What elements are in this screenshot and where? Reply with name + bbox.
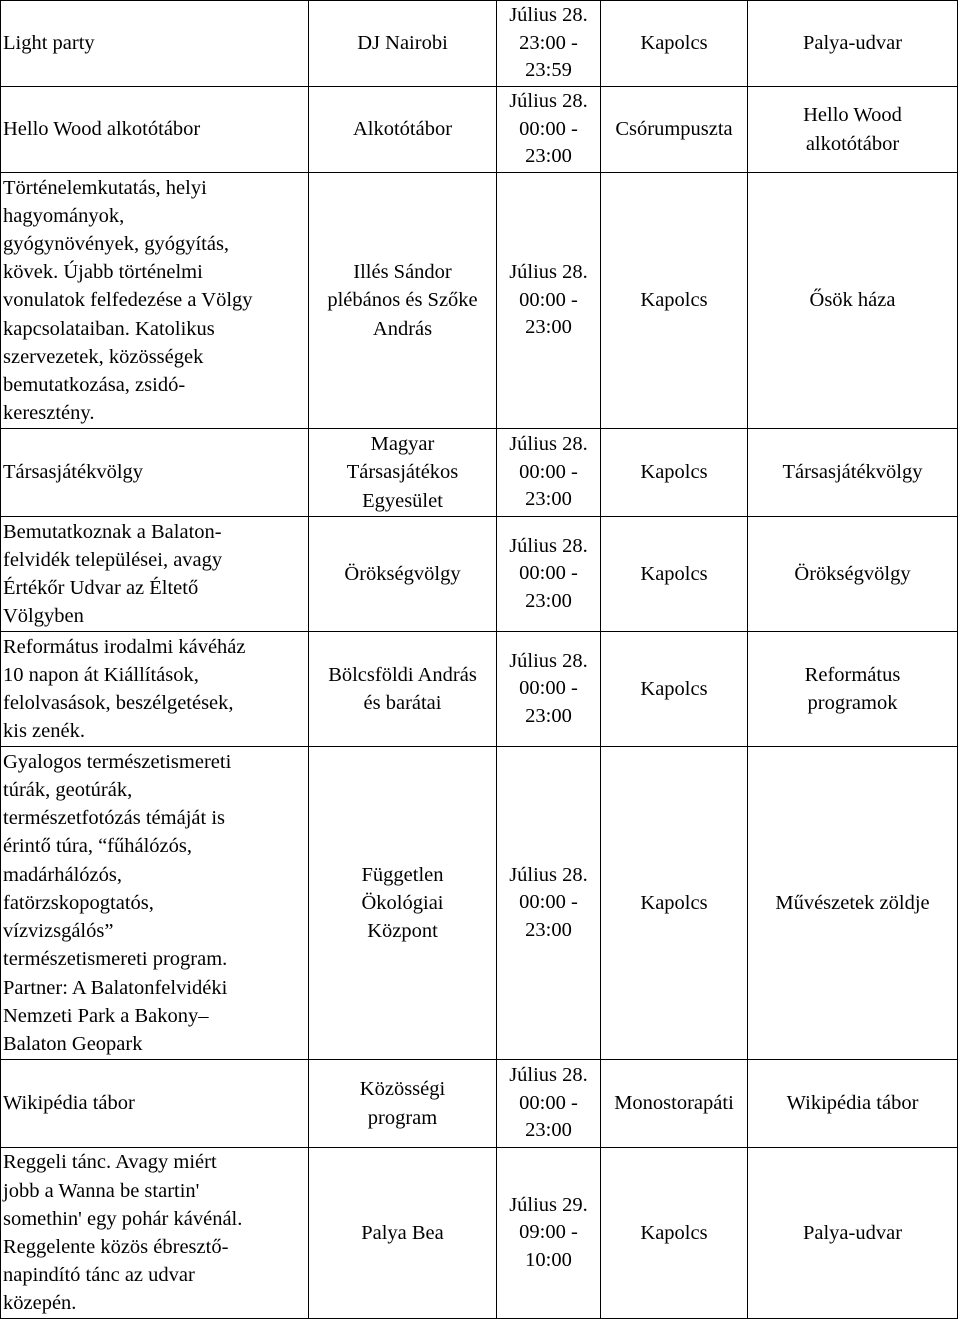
program-venue: Palya-udvar: [748, 1148, 958, 1319]
program-date: Július 28. 00:00 - 23:00: [497, 517, 601, 632]
program-date: Július 28. 00:00 - 23:00: [497, 747, 601, 1060]
program-place: Kapolcs: [601, 173, 748, 429]
program-organizer: Palya Bea: [309, 1148, 497, 1319]
table-row: [1, 429, 958, 517]
program-title: Református irodalmi kávéház 10 napon át Kiállítások, felolvasások, beszélgetések, kis zenék.: [1, 632, 309, 747]
table-row: [1, 1060, 958, 1148]
program-venue: Ősök háza: [748, 173, 958, 429]
program-venue: Művészetek zöldje: [748, 747, 958, 1060]
program-organizer: Alkotótábor: [309, 87, 497, 173]
program-place: Kapolcs: [601, 517, 748, 632]
program-title: Reggeli tánc. Avagy miért jobb a Wanna be startin' somethin' egy pohár kávénál. Reggelente közös ébresztő- napindító tánc az udvar közepén.: [1, 1148, 309, 1319]
table-row: [1, 173, 958, 429]
program-venue: Hello Wood alkotótábor: [748, 87, 958, 173]
program-venue: Wikipédia tábor: [748, 1060, 958, 1148]
program-date: Július 28. 00:00 - 23:00: [497, 632, 601, 747]
program-title: Wikipédia tábor: [1, 1060, 309, 1148]
program-title: Bemutatkoznak a Balaton- felvidék települései, avagy Értékőr Udvar az Éltető Völgyben: [1, 517, 309, 632]
program-title: Light party: [1, 1, 309, 87]
program-place: Monostorapáti: [601, 1060, 748, 1148]
program-venue: Társasjátékvölgy: [748, 429, 958, 517]
program-date: Július 28. 00:00 - 23:00: [497, 173, 601, 429]
program-place: Kapolcs: [601, 632, 748, 747]
program-title: Gyalogos természetismereti túrák, geotúrák, természetfotózás témáját is érintő túra, “fűhálózós, madárhálózós, fatörzskopogtatós, vízvizsgálós” természetismereti program. Partner: A Balatonfelvidéki Nemzeti Park a Bakony– Balaton Geopark: [1, 747, 309, 1060]
table-row: [1, 1, 958, 87]
program-venue: Református programok: [748, 632, 958, 747]
program-organizer: Közösségi program: [309, 1060, 497, 1148]
table-row: [1, 632, 958, 747]
program-place: Kapolcs: [601, 1148, 748, 1319]
program-date: Július 28. 23:00 - 23:59: [497, 1, 601, 87]
table-row: [1, 517, 958, 632]
program-title: Társasjátékvölgy: [1, 429, 309, 517]
program-place: Kapolcs: [601, 429, 748, 517]
program-place: Kapolcs: [601, 747, 748, 1060]
program-organizer: Magyar Társasjátékos Egyesület: [309, 429, 497, 517]
program-venue: Palya-udvar: [748, 1, 958, 87]
program-organizer: Független Ökológiai Központ: [309, 747, 497, 1060]
program-date: Július 29. 09:00 - 10:00: [497, 1148, 601, 1319]
table-row: [1, 747, 958, 1060]
program-date: Július 28. 00:00 - 23:00: [497, 87, 601, 173]
table-row: [1, 87, 958, 173]
program-organizer: DJ Nairobi: [309, 1, 497, 87]
program-organizer: Illés Sándor plébános és Szőke András: [309, 173, 497, 429]
program-date: Július 28. 00:00 - 23:00: [497, 1060, 601, 1148]
table-row: [1, 1148, 958, 1319]
program-place: Kapolcs: [601, 1, 748, 87]
program-title: Hello Wood alkotótábor: [1, 87, 309, 173]
program-place: Csórumpuszta: [601, 87, 748, 173]
program-venue: Örökségvölgy: [748, 517, 958, 632]
program-organizer: Örökségvölgy: [309, 517, 497, 632]
program-organizer: Bölcsföldi András és barátai: [309, 632, 497, 747]
program-title: Történelemkutatás, helyi hagyományok, gyógynövények, gyógyítás, kövek. Újabb történelmi vonulatok felfedezése a Völgy kapcsolataiban. Katolikus szervezetek, közösségek bemutatkozása, zsidó- keresztény.: [1, 173, 309, 429]
program-date: Július 28. 00:00 - 23:00: [497, 429, 601, 517]
